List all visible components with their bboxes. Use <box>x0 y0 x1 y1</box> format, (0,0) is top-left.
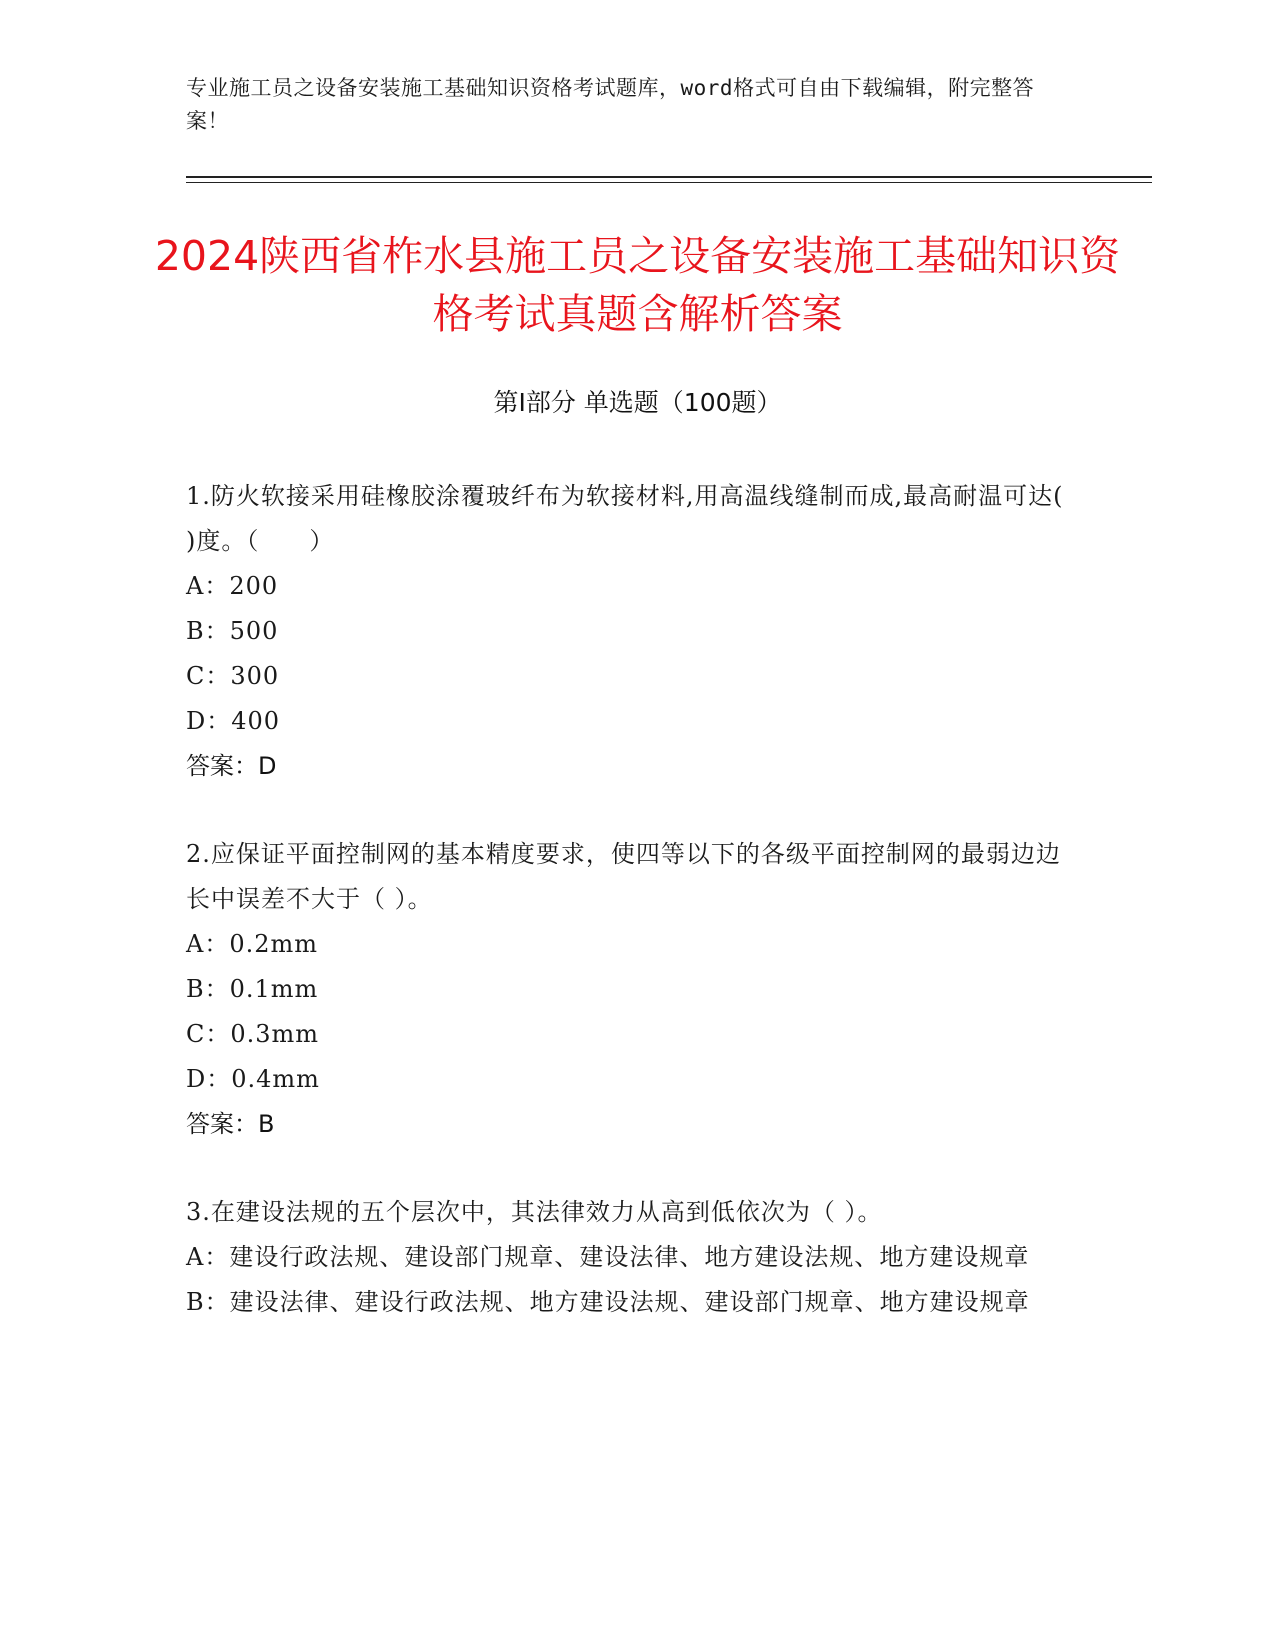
section-heading: 第Ⅰ部分 单选题（100题） <box>493 388 782 417</box>
question-stem: 3.在建设法规的五个层次中，其法律效力从高到低依次为（ ）。 <box>186 1198 883 1226</box>
answer-line: 答案：D <box>186 752 277 780</box>
header-note: 专业施工员之设备安装施工基础知识资格考试题库，word格式可自由下载编辑，附完整答案！ <box>186 76 1035 133</box>
question-1 <box>186 474 1066 789</box>
option-a: A：200 <box>186 572 279 600</box>
option-d: D：400 <box>186 707 281 735</box>
header-divider-thick <box>186 176 1152 178</box>
question-list <box>186 474 1066 1368</box>
option-c: C：300 <box>186 662 280 690</box>
option-a: A：建设行政法规、建设部门规章、建设法律、地方建设法规、地方建设规章 <box>186 1243 1030 1271</box>
option-b: B：0.1mm <box>186 975 319 1003</box>
option-d: D：0.4mm <box>186 1065 320 1093</box>
document-title: 2024陕西省柞水县施工员之设备安装施工基础知识资格考试真题含解析答案 <box>154 232 1121 339</box>
option-c: C：0.3mm <box>186 1020 320 1048</box>
question-stem: 1.防火软接采用硅橡胶涂覆玻纤布为软接材料,用高温线缝制而成,最高耐温可达( )度。（ ） <box>186 482 1064 555</box>
answer-line: 答案：B <box>186 1110 275 1138</box>
option-a: A：0.2mm <box>186 930 319 958</box>
option-b: B：500 <box>186 617 279 645</box>
header-divider-thin <box>186 182 1152 183</box>
question-3 <box>186 1190 1066 1325</box>
question-stem: 2.应保证平面控制网的基本精度要求，使四等以下的各级平面控制网的最弱边边长中误差不大于（ ）。 <box>186 840 1061 913</box>
question-2 <box>186 832 1066 1147</box>
option-b: B：建设法律、建设行政法规、地方建设法规、建设部门规章、地方建设规章 <box>186 1288 1030 1316</box>
